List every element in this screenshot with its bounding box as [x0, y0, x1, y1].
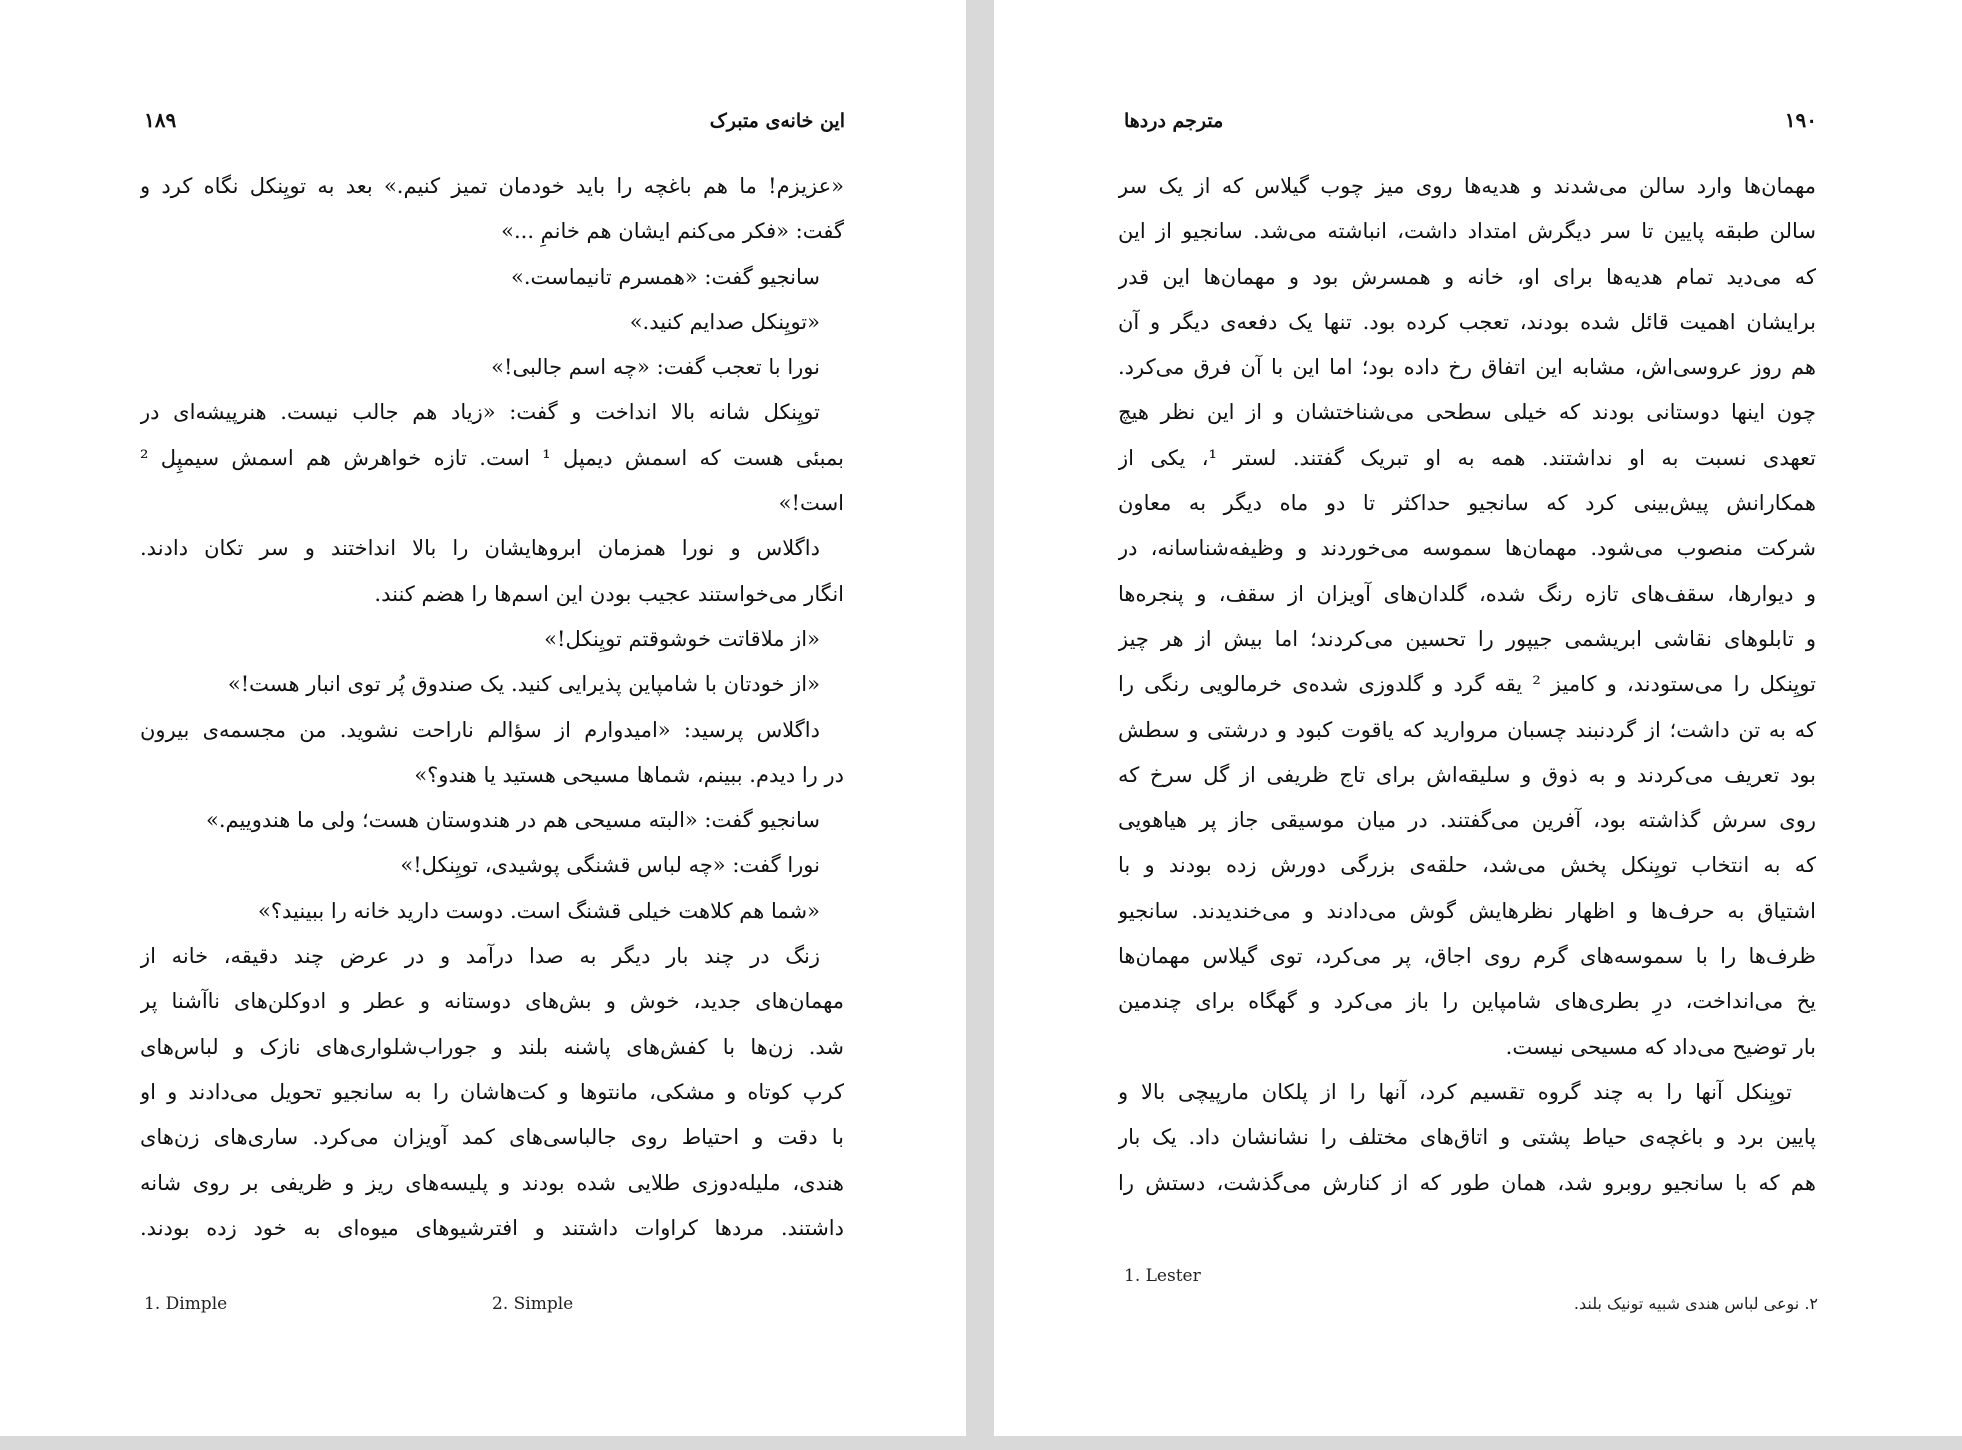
text-line: شد. زن‌ها با کفش‌های پاشنه بلند و جوراب‌شلواری‌های نازک و لباس‌های: [140, 1034, 844, 1059]
text-line: سانجیو گفت: «البته مسیحی هم در هندوستان هست؛ ولی ما هندوییم.»: [206, 808, 820, 833]
text-line: همکارانش پیش‌بینی کرد که سانجیو حداکثر تا دو ماه دیگر به معاون: [1118, 491, 1816, 516]
text-line: اشتیاق به حرف‌ها و اظهار نظرهایش گوش می‌دادند و می‌خندیدند. سانجیو: [1118, 898, 1816, 923]
right-page: [994, 0, 1962, 1436]
text-line: بار توضیح می‌داد که مسیحی نیست.: [1505, 1034, 1816, 1059]
running-head: این خانه‌ی متبرک: [709, 110, 845, 132]
footnote: 2. Simple: [492, 1294, 574, 1314]
text-line: و دیوارها، سقف‌های تازه رنگ شده، گلدان‌های آویزان از سقف، و پنجره‌ها: [1118, 581, 1816, 606]
text-line: تعهدی نسبت به او نداشتند. همه به او تبریک گفتند. لستر ¹، یکی از: [1118, 445, 1816, 470]
text-line: «شما هم کلاهت خیلی قشنگ است. دوست دارید خانه را ببینید؟»: [258, 898, 820, 923]
text-line: «از ملاقاتت خوشوقتم تویِنکل!»: [544, 626, 820, 651]
text-line: یخ می‌انداخت، درِ بطری‌های شامپاین را باز می‌کرد و گهگاه برای چندمین: [1118, 989, 1816, 1014]
body-text: [140, 164, 844, 1251]
text-line: که به تن داشت؛ از گردنبند چسبان مروارید که یاقوت کبود و درشتی و سطش: [1118, 717, 1816, 742]
text-line: نورا گفت: «چه لباس قشنگی پوشیدی، تویِنکل!»: [400, 853, 820, 878]
text-line: زنگ در چند بار دیگر به صدا درآمد و در عرض چند دقیقه، خانه از: [140, 944, 820, 969]
footnote: 1. Dimple: [144, 1294, 228, 1314]
text-line: چون اینها دوستانی بودند که خیلی سطحی می‌شناختشان و از این نظر هیچ: [1118, 400, 1816, 425]
text-line: ظرف‌ها را با سموسه‌های گرم روی اجاق، پر می‌کرد، توی گیلاس مهمان‌ها: [1118, 944, 1816, 969]
text-line: نورا با تعجب گفت: «چه اسم جالبی!»: [491, 355, 820, 380]
text-line: است!»: [778, 491, 844, 516]
page-number: ۱۸۹: [144, 108, 177, 132]
text-line: که به انتخاب تویِنکل پخش می‌شد، حلقه‌ی بزرگی دورش زده بودند و با: [1118, 853, 1816, 878]
text-line: هم که با سانجیو روبرو شد، همان طور که از کنارش می‌گذشت، دستش را: [1118, 1170, 1816, 1195]
text-line: مهمان‌ها وارد سالن می‌شدند و هدیه‌ها روی میز چوب گیلاس که از یک سر: [1118, 174, 1816, 198]
footnote: 1. Lester: [1124, 1266, 1201, 1286]
text-line: بود تعریف می‌کردند و به ذوق و سلیقه‌اش برای تاج ظریفی از گل سرخ که: [1118, 762, 1816, 787]
text-line: سانجیو گفت: «همسرم تانیماست.»: [510, 264, 820, 289]
page-number: ۱۹۰: [1784, 108, 1817, 132]
text-line: تویِنکل را می‌ستودند، و کامیز ² یقه گرد و گلدوزی شده‌ی خرمالویی رنگی را: [1118, 672, 1816, 697]
text-line: «از خودتان با شامپاین پذیرایی کنید. یک صندوق پُر توی انبار هست!»: [227, 672, 820, 697]
text-line: «تویِنکل صدایم کنید.»: [629, 309, 820, 334]
text-line: داگلاس و نورا همزمان ابروهایشان را بالا انداختند و سر تکان دادند.: [140, 536, 820, 561]
running-head: مترجم دردها: [1124, 110, 1224, 132]
footnote: ۲. نوعی لباس هندی شبیه تونیک بلند.: [1573, 1294, 1818, 1313]
text-line: گفت: «فکر می‌کنم ایشان هم خانمِ ...»: [501, 219, 844, 244]
text-line: تویِنکل شانه بالا انداخت و گفت: «زیاد هم جالب نیست. هنرپیشه‌ای در: [140, 400, 820, 425]
text-line: در را دیدم. ببینم، شماها مسیحی هستید یا هندو؟»: [414, 762, 844, 787]
text-line: سالن طبقه پایین تا سر دیگرش امتداد داشت، انباشته می‌شد. سانجیو از این: [1118, 219, 1816, 244]
text-line: مهمان‌های جدید، خوش و بش‌های دوستانه و عطر و ادوکلن‌های ناآشنا پر: [140, 989, 844, 1014]
text-line: با دقت و احتیاط روی جالباسی‌های کمد آویزان می‌کرد. ساری‌های زن‌های: [140, 1125, 844, 1150]
text-line: انگار می‌خواستند عجیب بودن این اسم‌ها را هضم کنند.: [374, 581, 844, 606]
text-line: تویِنکل آنها را به چند گروه تقسیم کرد، آنها را از پلکان مارپیچی بالا و: [1118, 1079, 1792, 1104]
text-line: بمبئی هست که اسمش دیمپل ¹ است. تازه خواهرش هم اسمش سیمپِل ²: [140, 445, 844, 470]
text-line: کرپ کوتاه و مشکی، مانتوها و کت‌هاشان را به سانجیو تحویل می‌دادند و او: [140, 1079, 844, 1104]
text-line: برایشان اهمیت قائل شده بودند، تعجب کرده بود. تنها یک دفعه‌ی دیگر و آن: [1118, 309, 1816, 334]
body-text: [1118, 164, 1816, 1206]
text-line: روی سرش گذاشته بود، آفرین می‌گفتند. در میان موسیقی جاز پر هیاهویی: [1118, 808, 1816, 833]
text-line: که می‌دید تمام هدیه‌ها برای او، خانه و همسرش بود و مهمان‌ها این قدر: [1118, 264, 1816, 289]
text-line: شرکت منصوب می‌شود. مهمان‌ها سموسه می‌خوردند و وظیفه‌شناسانه، در: [1118, 536, 1816, 561]
text-line: هم روز عروسی‌اش، مشابه این اتفاق رخ داده بود؛ اما این با آن فرق می‌کرد.: [1118, 355, 1816, 380]
left-page: [0, 0, 966, 1436]
text-line: پایین برد و باغچه‌ی حیاط پشتی و اتاق‌های مختلف را نشانشان داد. یک بار: [1118, 1125, 1816, 1150]
text-line: داگلاس پرسید: «امیدوارم از سؤالم ناراحت نشوید. من مجسمه‌ی بیرون: [140, 717, 820, 742]
text-line: «عزیزم! ما هم باغچه را باید خودمان تمیز کنیم.» بعد به تویِنکل نگاه کرد و: [140, 174, 844, 198]
text-line: هندی، ملیله‌دوزی طلایی شده بودند و پلیسه‌های ریز و ظریفی بر روی شانه: [140, 1170, 844, 1195]
text-line: و تابلوهای نقاشی ابریشمی جیپور را تحسین می‌کردند؛ اما بیش از هر چیز: [1118, 626, 1816, 651]
text-line: داشتند. مردها کراوات داشتند و افترشیوهای میوه‌ای به خود زده بودند.: [140, 1215, 844, 1240]
